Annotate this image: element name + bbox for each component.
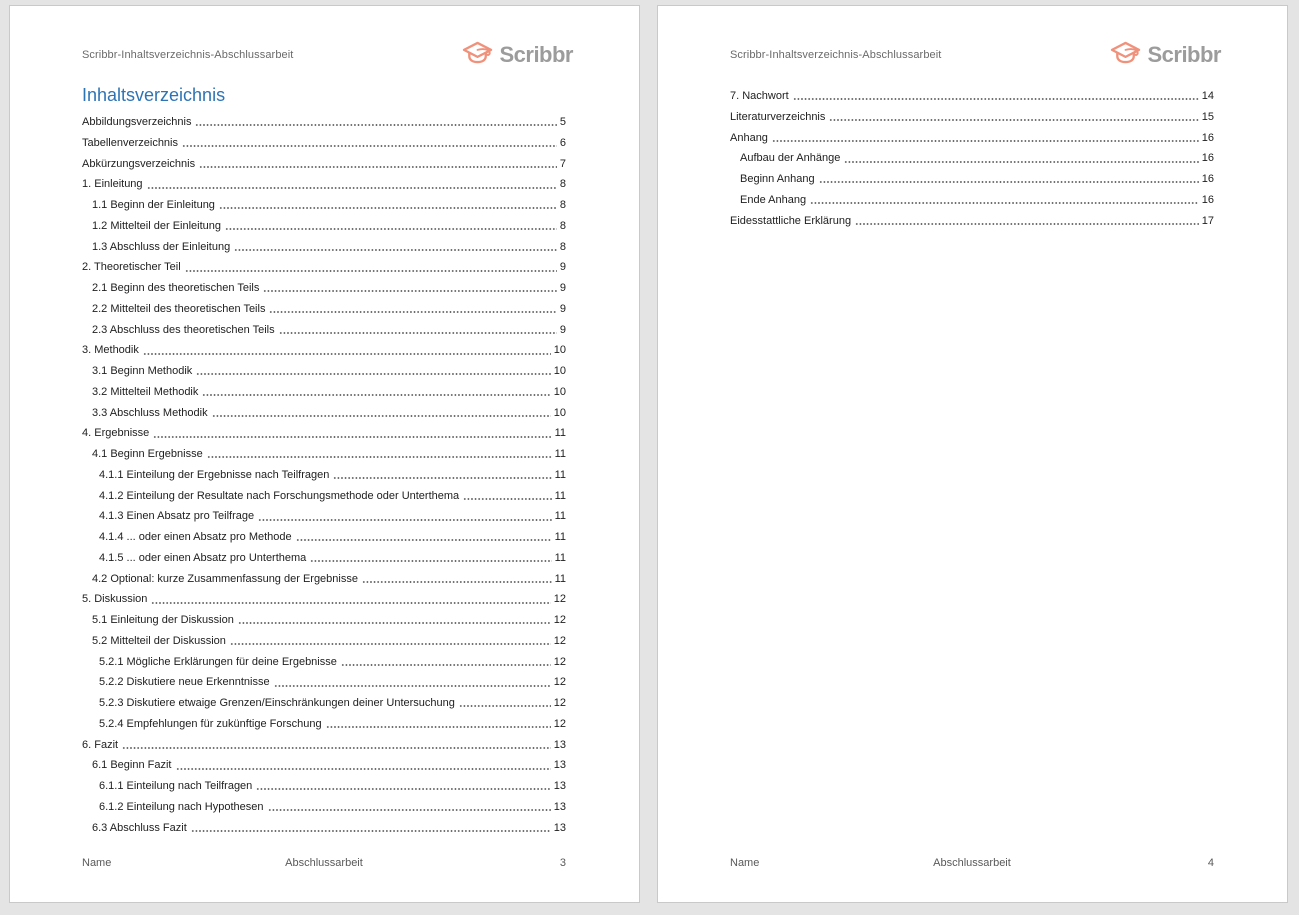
toc-entry[interactable] <box>82 631 566 652</box>
toc-entry[interactable] <box>82 776 566 797</box>
toc-leader-dots <box>810 190 1199 211</box>
toc-entry[interactable] <box>82 174 566 195</box>
toc-leader-dots <box>219 195 557 216</box>
toc-entry-label: Abkürzungsverzeichnis <box>82 157 196 170</box>
toc-entry[interactable] <box>82 133 566 154</box>
toc-leader-dots <box>153 423 551 444</box>
toc-leader-dots <box>202 382 550 403</box>
toc-entry-label: 5.1 Einleitung der Diskussion <box>92 614 234 626</box>
toc-entry[interactable] <box>82 569 566 590</box>
toc-entry-label: 4.1.5 ... oder einen Absatz pro Unterthema <box>99 551 307 564</box>
toc-entry-page: 11 <box>554 468 566 481</box>
toc-entry[interactable] <box>82 465 566 486</box>
toc-entry-label: 5.2.2 Diskutiere neue Erkenntnisse <box>99 676 270 689</box>
toc-entry[interactable] <box>82 486 566 507</box>
toc-entry-page: 16 <box>1201 193 1214 206</box>
toc-entry-page: 16 <box>1201 131 1214 144</box>
toc-entry-page: 5 <box>559 116 566 128</box>
toc-leader-dots <box>772 128 1199 149</box>
toc-entry-page: 10 <box>553 344 566 357</box>
toc-leader-dots <box>212 403 551 424</box>
toc-entry[interactable] <box>82 237 566 258</box>
toc-entry[interactable] <box>730 148 1214 169</box>
toc-entry[interactable] <box>82 755 566 776</box>
toc-entry-page: 6 <box>559 136 566 149</box>
toc-entry-page: 11 <box>554 489 566 502</box>
toc-leader-dots <box>225 216 557 237</box>
toc-entry-label: Beginn Anhang <box>740 173 815 185</box>
toc-leader-dots <box>199 154 557 175</box>
toc-leader-dots <box>844 148 1198 169</box>
toc-entry-page: 11 <box>554 572 566 585</box>
toc-leader-dots <box>238 610 551 631</box>
toc-entry-label: Anhang <box>730 131 768 144</box>
toc-entry-page: 13 <box>553 800 566 813</box>
toc-leader-dots <box>263 278 557 299</box>
toc-list <box>82 112 566 838</box>
toc-entry-page: 13 <box>553 780 566 792</box>
toc-leader-dots <box>819 169 1199 190</box>
toc-entry-page: 9 <box>559 261 566 274</box>
toc-leader-dots <box>151 589 550 610</box>
toc-entry[interactable] <box>730 107 1214 128</box>
toc-entry-page: 12 <box>553 614 566 626</box>
toc-entry-label: 5.2.4 Empfehlungen für zukünftige Forschung <box>99 717 322 730</box>
footer-document-title: Abschlussarbeit <box>285 857 363 869</box>
toc-entry[interactable] <box>82 652 566 673</box>
toc-heading: Inhaltsverzeichnis <box>82 85 226 105</box>
scribbr-logo-text: Scribbr <box>499 42 573 67</box>
toc-entry-page: 13 <box>553 821 566 834</box>
toc-entry-page: 9 <box>559 282 566 294</box>
toc-entry[interactable] <box>82 610 566 631</box>
toc-leader-dots <box>269 299 556 320</box>
toc-entry-page: 8 <box>559 178 566 191</box>
toc-entry-page: 11 <box>554 448 566 460</box>
toc-entry-label: 4.1 Beginn Ergebnisse <box>92 448 203 460</box>
page-header <box>82 34 573 76</box>
toc-entry-label: 1. Einleitung <box>82 178 143 191</box>
toc-leader-dots <box>176 755 551 776</box>
document-page-4 <box>657 5 1288 903</box>
toc-entry-page: 9 <box>559 302 566 315</box>
toc-leader-dots <box>326 714 551 735</box>
toc-entry[interactable] <box>82 112 566 133</box>
toc-entry-page: 8 <box>559 240 566 253</box>
toc-entry-page: 12 <box>553 697 566 709</box>
toc-leader-dots <box>274 672 551 693</box>
toc-entry[interactable] <box>82 299 566 320</box>
toc-entry[interactable] <box>82 257 566 278</box>
toc-leader-dots <box>195 112 556 133</box>
toc-entry-label: 2.2 Mittelteil des theoretischen Teils <box>92 302 266 315</box>
toc-entry-label: Eidesstattliche Erklärung <box>730 214 852 227</box>
toc-entry-label: 5. Diskussion <box>82 593 148 606</box>
toc-leader-dots <box>793 86 1199 107</box>
toc-entry-page: 12 <box>553 634 566 647</box>
toc-entry-label: 4.1.1 Einteilung der Ergebnisse nach Teilfragen <box>99 468 330 481</box>
toc-entry-page: 8 <box>559 199 566 211</box>
toc-entry-label: 6.1 Beginn Fazit <box>92 759 172 772</box>
toc-entry[interactable] <box>82 340 566 361</box>
toc-entry[interactable] <box>82 361 566 382</box>
scribbr-logo <box>1109 40 1221 71</box>
toc-entry-page: 10 <box>553 385 566 398</box>
toc-leader-dots <box>191 818 551 839</box>
toc-entry[interactable] <box>730 86 1214 107</box>
toc-entry-page: 14 <box>1201 90 1214 102</box>
toc-entry[interactable] <box>82 423 566 444</box>
toc-entry[interactable] <box>82 818 566 839</box>
toc-entry[interactable] <box>730 190 1214 211</box>
toc-entry[interactable] <box>730 128 1214 149</box>
toc-entry[interactable] <box>82 154 566 175</box>
toc-entry-page: 17 <box>1201 214 1214 227</box>
toc-entry-label: 5.2 Mittelteil der Diskussion <box>92 634 226 647</box>
toc-entry-label: 6.3 Abschluss Fazit <box>92 821 187 834</box>
scribbr-logo <box>461 40 573 71</box>
toc-entry[interactable] <box>82 672 566 693</box>
toc-leader-dots <box>268 797 551 818</box>
toc-leader-dots <box>362 569 552 590</box>
toc-entry-page: 10 <box>553 365 566 377</box>
toc-entry-page: 16 <box>1201 152 1214 165</box>
toc-entry[interactable] <box>82 589 566 610</box>
page-footer <box>730 857 1214 869</box>
footer-page-number: 3 <box>559 857 566 869</box>
toc-entry-page: 11 <box>554 427 566 440</box>
graduation-cap-icon <box>461 40 496 71</box>
toc-leader-dots <box>341 652 551 673</box>
toc-entry-label: Abbildungsverzeichnis <box>82 116 192 128</box>
toc-leader-dots <box>296 527 552 548</box>
toc-leader-dots <box>459 693 551 714</box>
toc-leader-dots <box>463 486 551 507</box>
toc-leader-dots <box>258 506 551 527</box>
toc-leader-dots <box>182 133 557 154</box>
toc-entry-label: 4.1.2 Einteilung der Resultate nach Forschungsmethode oder Unterthema <box>99 489 460 502</box>
toc-entry-page: 11 <box>554 531 566 543</box>
toc-entry-page: 13 <box>553 759 566 772</box>
toc-entry-label: 4.2 Optional: kurze Zusammenfassung der Ergebnisse <box>92 572 358 585</box>
toc-entry-page: 10 <box>553 406 566 419</box>
toc-entry-label: Aufbau der Anhänge <box>740 152 841 165</box>
toc-entry-page: 8 <box>559 219 566 232</box>
toc-entry[interactable] <box>82 506 566 527</box>
toc-entry[interactable] <box>82 444 566 465</box>
toc-leader-dots <box>207 444 552 465</box>
toc-entry[interactable] <box>730 211 1214 232</box>
toc-entry-page: 12 <box>553 717 566 730</box>
toc-entry-label: 1.1 Beginn der Einleitung <box>92 199 215 211</box>
toc-leader-dots <box>855 211 1199 232</box>
toc-entry[interactable] <box>82 382 566 403</box>
toc-entry-page: 13 <box>553 738 566 751</box>
graduation-cap-icon <box>1109 40 1144 71</box>
toc-entry[interactable] <box>82 735 566 756</box>
toc-entry-page: 12 <box>553 593 566 606</box>
toc-entry-label: 7. Nachwort <box>730 90 789 102</box>
toc-entry-label: 6.1.2 Einteilung nach Hypothesen <box>99 800 264 813</box>
toc-entry-label: 6.1.1 Einteilung nach Teilfragen <box>99 780 253 792</box>
toc-entry-page: 9 <box>559 323 566 336</box>
toc-entry-label: Tabellenverzeichnis <box>82 136 178 149</box>
toc-entry-label: 2.1 Beginn des theoretischen Teils <box>92 282 260 294</box>
toc-list <box>730 86 1214 231</box>
toc-entry-label: 1.3 Abschluss der Einleitung <box>92 240 231 253</box>
toc-leader-dots <box>143 340 551 361</box>
toc-entry-label: 3.3 Abschluss Methodik <box>92 406 208 419</box>
toc-entry-label: 1.2 Mittelteil der Einleitung <box>92 219 222 232</box>
toc-entry-page: 7 <box>559 157 566 170</box>
toc-entry[interactable] <box>82 320 566 341</box>
toc-entry-label: 5.2.1 Mögliche Erklärungen für deine Ergebnisse <box>99 655 337 668</box>
toc-entry-page: 11 <box>554 551 566 564</box>
footer-document-title: Abschlussarbeit <box>933 857 1011 869</box>
toc-entry-label: 5.2.3 Diskutiere etwaige Grenzen/Einschränkungen deiner Untersuchung <box>99 697 455 709</box>
toc-leader-dots <box>279 320 557 341</box>
toc-entry[interactable] <box>82 797 566 818</box>
toc-entry[interactable] <box>82 195 566 216</box>
document-page-3 <box>9 5 640 903</box>
toc-entry-label: 2. Theoretischer Teil <box>82 261 181 274</box>
toc-leader-dots <box>333 465 551 486</box>
toc-entry[interactable] <box>82 548 566 569</box>
toc-leader-dots <box>185 257 557 278</box>
toc-leader-dots <box>147 174 557 195</box>
toc-entry-label: Literaturverzeichnis <box>730 110 826 123</box>
toc-entry-label: 3.1 Beginn Methodik <box>92 365 193 377</box>
running-head-title: Scribbr-Inhaltsverzeichnis-Abschlussarbeit <box>82 49 294 61</box>
toc-entry-label: 3.2 Mittelteil Methodik <box>92 385 199 398</box>
toc-entry[interactable] <box>82 693 566 714</box>
page-footer <box>82 857 566 869</box>
footer-author-name: Name <box>730 857 760 869</box>
footer-page-number: 4 <box>1207 857 1214 869</box>
toc-leader-dots <box>256 776 550 797</box>
toc-entry[interactable] <box>82 714 566 735</box>
scribbr-logo-text: Scribbr <box>1147 42 1221 67</box>
toc-leader-dots <box>829 107 1198 128</box>
toc-entry-label: 3. Methodik <box>82 344 139 357</box>
footer-author-name: Name <box>82 857 112 869</box>
toc-entry-page: 11 <box>554 510 566 523</box>
toc-entry-page: 12 <box>553 676 566 689</box>
toc-entry[interactable] <box>82 278 566 299</box>
toc-entry-label: 4.1.3 Einen Absatz pro Teilfrage <box>99 510 255 523</box>
toc-entry-label: 4. Ergebnisse <box>82 427 150 440</box>
toc-entry[interactable] <box>82 527 566 548</box>
toc-leader-dots <box>196 361 550 382</box>
page-header <box>730 34 1221 76</box>
toc-entry-page: 15 <box>1201 110 1214 123</box>
toc-entry[interactable] <box>82 403 566 424</box>
toc-entry[interactable] <box>82 216 566 237</box>
toc-entry-page: 16 <box>1201 173 1214 185</box>
toc-leader-dots <box>230 631 551 652</box>
running-head-title: Scribbr-Inhaltsverzeichnis-Abschlussarbeit <box>730 49 942 61</box>
toc-leader-dots <box>234 237 557 258</box>
toc-entry[interactable] <box>730 169 1214 190</box>
toc-entry-page: 12 <box>553 655 566 668</box>
toc-leader-dots <box>122 735 551 756</box>
toc-entry-label: 2.3 Abschluss des theoretischen Teils <box>92 323 275 336</box>
toc-entry-label: 6. Fazit <box>82 738 119 751</box>
toc-entry-label: Ende Anhang <box>740 193 807 206</box>
toc-entry-label: 4.1.4 ... oder einen Absatz pro Methode <box>99 531 292 543</box>
toc-leader-dots <box>310 548 551 569</box>
